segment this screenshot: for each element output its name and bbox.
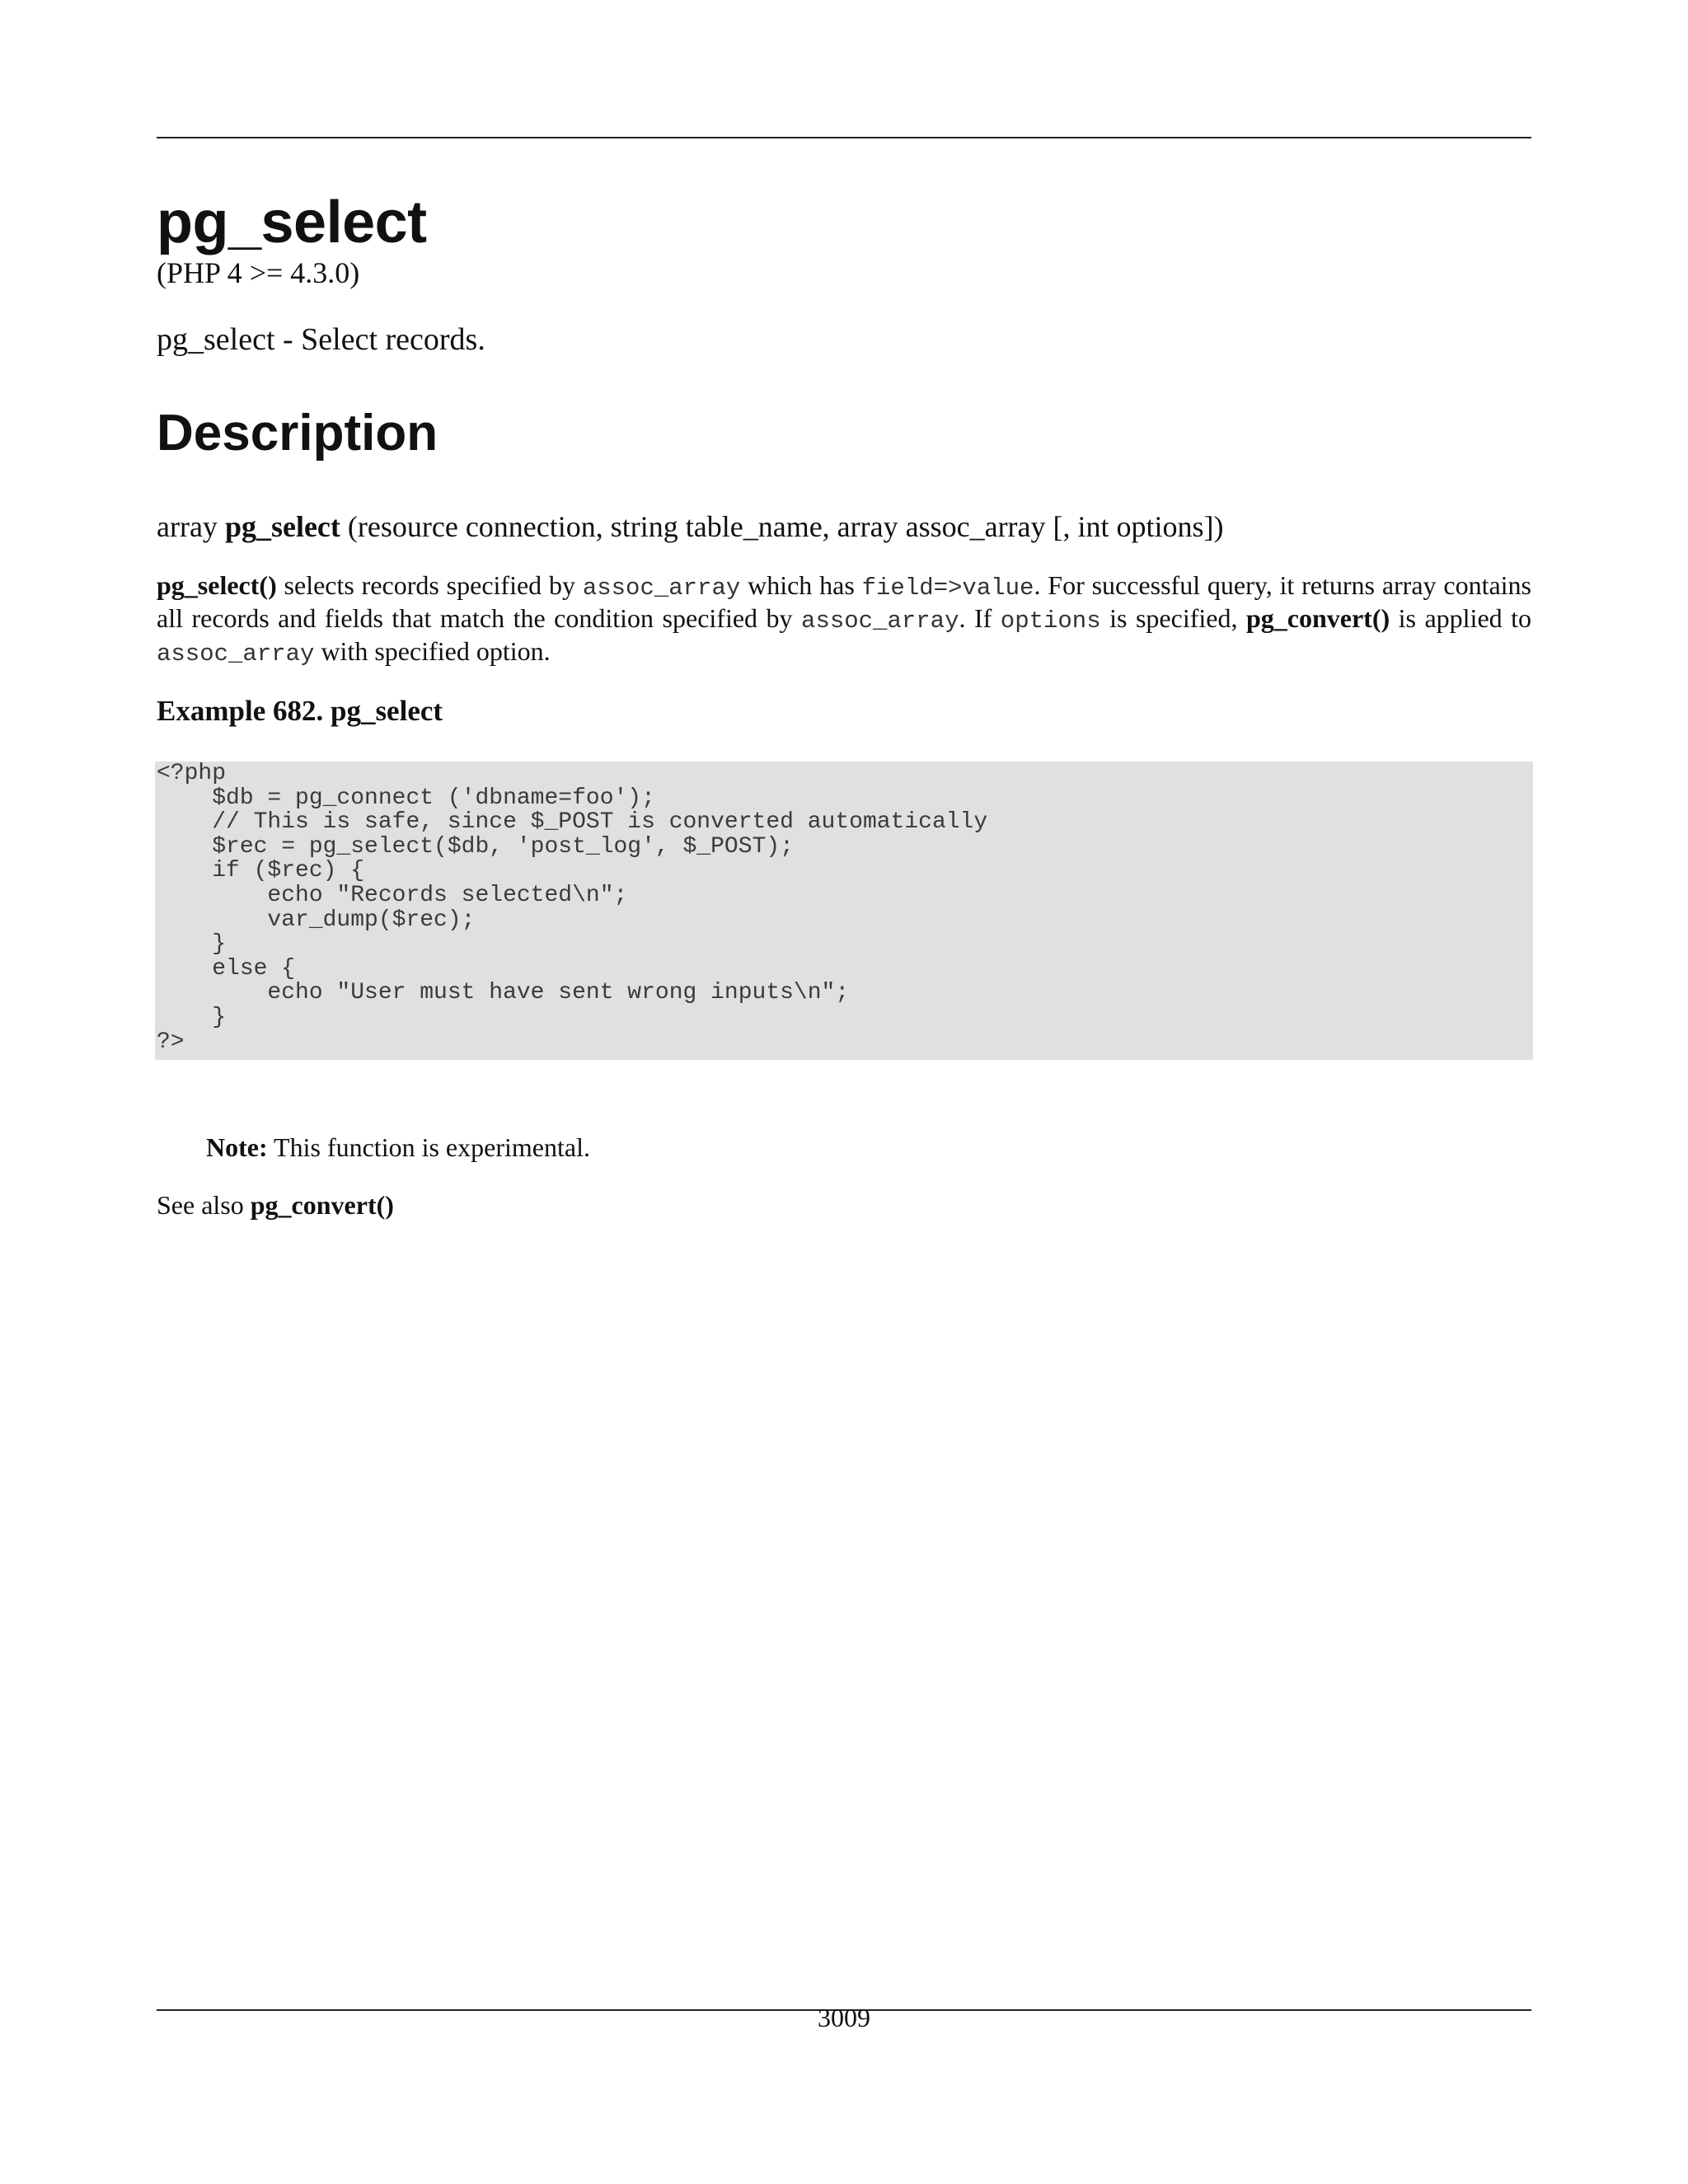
see-also	[157, 1188, 394, 1221]
description-heading: Description	[157, 405, 438, 462]
parameter-code: assoc_array	[801, 607, 959, 635]
parameter-code: options	[1000, 607, 1101, 635]
return-type: array	[157, 510, 218, 543]
refname-purpose: pg_select - Select records.	[157, 322, 485, 357]
see-also-link-pg-convert[interactable]: pg_convert()	[250, 1190, 394, 1220]
note-text: This function is experimental.	[267, 1132, 590, 1162]
text-segment: is specified,	[1100, 603, 1246, 633]
literal-code: field=>value	[861, 574, 1034, 602]
text-segment: is applied to	[1390, 603, 1532, 633]
example-title: Example 682. pg_select	[157, 695, 443, 727]
text-segment: . For successful query, it returns array contains all records and fields that match the condition specified by	[157, 570, 1531, 633]
function-params: (resource connection, string table_name, array assoc_array [, int options])	[347, 510, 1224, 543]
page-title: pg_select	[157, 190, 427, 255]
text-segment: with specified option.	[314, 636, 551, 666]
text-segment: selects records specified by	[276, 570, 583, 600]
function-synopsis	[157, 509, 1224, 545]
note	[206, 1131, 590, 1164]
description-paragraph	[157, 570, 1531, 669]
function-name: pg_select	[224, 510, 340, 543]
parameter-code: assoc_array	[582, 574, 741, 602]
header-rule	[157, 137, 1531, 138]
see-also-text: See also	[157, 1190, 251, 1220]
function-link-pg-convert[interactable]: pg_convert()	[1245, 603, 1390, 633]
code-example-block	[155, 762, 1533, 1060]
version-info: (PHP 4 >= 4.3.0)	[157, 256, 360, 289]
code-listing: <?php $db = pg_connect ('dbname=foo'); // This is safe, since $_POST is converted automatically $rec = pg_select($db, 'post_log', $_POST); if ($rec) { echo "Records selected\n"; var_dump($rec); } else { echo "User must have sent wrong inputs\n"; } ?>	[157, 761, 988, 1055]
note-label: Note:	[206, 1132, 268, 1162]
text-segment: . If	[959, 603, 1001, 633]
function-ref: pg_select()	[157, 570, 277, 600]
text-segment: which has	[740, 570, 862, 600]
page-number: 3009	[818, 2003, 870, 2032]
parameter-code: assoc_array	[157, 640, 315, 668]
